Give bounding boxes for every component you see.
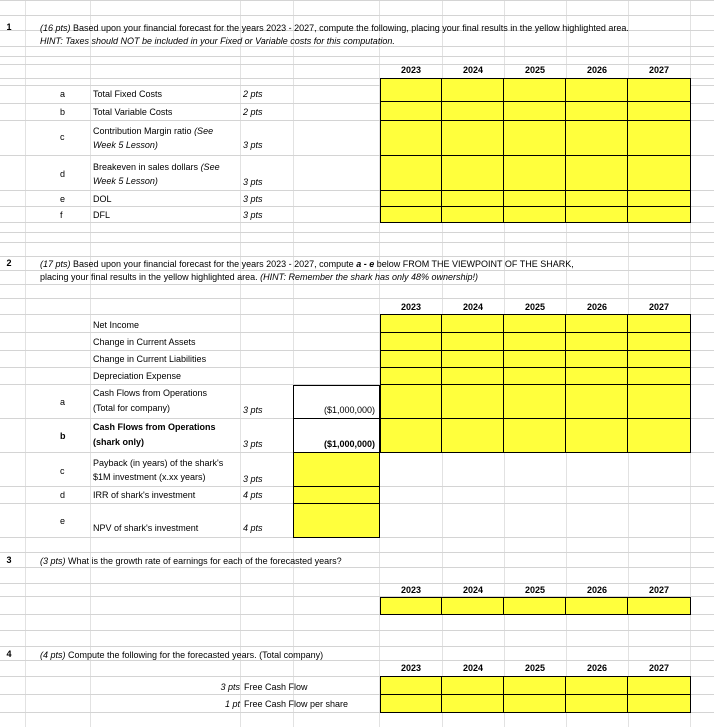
row-letter: e [60,516,66,526]
answer-cell[interactable] [565,384,629,419]
row-label: Total Fixed Costs [93,89,163,99]
row-points: 2 pts [243,89,263,99]
question-prompt: (4 pts) Compute the following for the forecasted years. (Total company) [40,650,324,660]
row-label: Contribution Margin ratio (See [93,126,214,136]
year-header: 2026 [586,585,608,595]
question-number: 1 [6,22,12,32]
row-label: Free Cash Flow [244,682,308,692]
answer-cell[interactable] [380,206,443,223]
answer-cell[interactable] [380,332,443,351]
year-header: 2026 [586,663,608,673]
question-number: 4 [6,649,12,659]
row-letter: c [60,466,65,476]
answer-cell[interactable] [627,694,691,713]
row-points: 3 pts [243,439,263,449]
year-header: 2025 [524,663,546,673]
row-label-line2: Week 5 Lesson) [93,176,158,186]
answer-cell[interactable] [627,155,691,191]
row-points: 3 pts [243,405,263,415]
year-header: 2025 [524,585,546,595]
year-header: 2024 [462,663,484,673]
answer-cell[interactable] [380,418,443,453]
answer-cell[interactable] [380,694,443,713]
item-label: Net Income [93,320,140,330]
row-letter: c [60,132,65,142]
year-header: 2026 [586,302,608,312]
year-header: 2027 [648,302,670,312]
answer-cell[interactable] [380,101,443,121]
answer-cell[interactable] [441,155,505,191]
year-header: 2024 [462,585,484,595]
item-label: Change in Current Liabilities [93,354,207,364]
year-header: 2023 [400,663,422,673]
answer-cell[interactable] [627,332,691,351]
investment-cell: ($1,000,000) [293,418,380,453]
row-letter: f [60,210,63,220]
answer-cell[interactable] [565,206,629,223]
row-letter: b [60,107,66,117]
answer-cell[interactable] [565,190,629,207]
question-hint: HINT: Taxes should NOT be included in your Fixed or Variable costs for this computation. [40,36,395,46]
answer-cell-npv[interactable] [293,503,380,538]
row-label: Cash Flows from Operations [93,388,208,398]
answer-cell[interactable] [441,694,505,713]
answer-cell[interactable] [503,676,567,695]
answer-cell[interactable] [627,384,691,419]
answer-cell[interactable] [380,384,443,419]
answer-cell[interactable] [503,190,567,207]
answer-cell[interactable] [441,597,505,615]
answer-cell[interactable] [503,314,567,333]
answer-cell[interactable] [503,597,567,615]
row-letter: a [60,89,66,99]
answer-cell[interactable] [441,676,505,695]
answer-cell[interactable] [627,597,691,615]
question-prompt: (16 pts) Based upon your financial forecast for the years 2023 - 2027, compute the following, placing your final results in the yellow highlighted area. [40,23,629,33]
row-points: 4 pts [243,490,263,500]
question-prompt: (17 pts) Based upon your financial forecast for the years 2023 - 2027, compute a - e below FROM THE VIEWPOINT OF THE SHARK, [40,259,574,269]
question-number: 3 [6,555,12,565]
answer-cell[interactable] [627,367,691,385]
answer-cell[interactable] [441,206,505,223]
year-header: 2027 [648,65,670,75]
answer-cell-payback[interactable] [293,452,380,487]
answer-cell[interactable] [565,155,629,191]
answer-cell[interactable] [565,418,629,453]
answer-cell[interactable] [380,367,443,385]
answer-cell[interactable] [380,676,443,695]
answer-cell[interactable] [627,418,691,453]
answer-cell[interactable] [380,597,443,615]
answer-cell[interactable] [380,350,443,368]
row-points: 3 pts [243,177,263,187]
answer-cell[interactable] [565,350,629,368]
answer-cell[interactable] [565,120,629,156]
answer-cell[interactable] [503,384,567,419]
row-label: Total Variable Costs [93,107,173,117]
answer-cell[interactable] [503,120,567,156]
year-header: 2026 [586,65,608,75]
investment-cell: ($1,000,000) [293,385,380,419]
answer-cell[interactable] [503,101,567,121]
answer-cell[interactable] [627,190,691,207]
answer-cell[interactable] [627,676,691,695]
answer-cell[interactable] [380,314,443,333]
answer-cell[interactable] [565,314,629,333]
row-points: 2 pts [243,107,263,117]
year-header: 2023 [400,302,422,312]
row-label: Breakeven in sales dollars (See [93,162,220,172]
year-header: 2023 [400,65,422,75]
answer-cell[interactable] [441,384,505,419]
item-label: Depreciation Expense [93,371,182,381]
answer-cell[interactable] [380,155,443,191]
answer-cell[interactable] [565,332,629,351]
year-header: 2024 [462,65,484,75]
answer-cell[interactable] [627,314,691,333]
year-header: 2023 [400,585,422,595]
row-label-line2: (Total for company) [93,403,171,413]
answer-cell[interactable] [503,206,567,223]
answer-cell[interactable] [565,101,629,121]
row-label: DOL [93,194,112,204]
answer-cell[interactable] [627,78,691,102]
answer-cell-irr[interactable] [293,486,380,504]
answer-cell[interactable] [503,332,567,351]
item-label: Change in Current Assets [93,337,196,347]
row-label-line2: (shark only) [93,437,145,447]
answer-cell[interactable] [627,350,691,368]
answer-cell[interactable] [441,350,505,368]
answer-cell[interactable] [441,101,505,121]
answer-cell[interactable] [503,350,567,368]
row-label-line2: $1M investment (x.xx years) [93,472,206,482]
answer-cell[interactable] [441,418,505,453]
answer-cell[interactable] [565,597,629,615]
answer-cell[interactable] [565,78,629,102]
answer-cell[interactable] [441,314,505,333]
row-label: Payback (in years) of the shark's [93,458,224,468]
row-points: 3 pts [243,140,263,150]
year-header: 2024 [462,302,484,312]
answer-cell[interactable] [441,78,505,102]
question-prompt-line2: placing your final results in the yellow highlighted area. (HINT: Remember the shark has only 48% ownership!) [40,272,479,282]
row-label: DFL [93,210,111,220]
year-header: 2027 [648,585,670,595]
year-header: 2025 [524,65,546,75]
answer-cell[interactable] [503,367,567,385]
answer-cell[interactable] [503,78,567,102]
row-points: 3 pts [243,210,263,220]
row-label: NPV of shark's investment [93,523,199,533]
answer-cell[interactable] [565,694,629,713]
year-header: 2025 [524,302,546,312]
answer-cell[interactable] [441,367,505,385]
question-prompt: (3 pts) What is the growth rate of earnings for each of the forecasted years? [40,556,342,566]
row-points: 4 pts [243,523,263,533]
row-points: 3 pts [220,682,240,692]
row-letter: a [60,397,66,407]
answer-cell[interactable] [441,120,505,156]
row-label-line2: Week 5 Lesson) [93,140,158,150]
answer-cell[interactable] [441,190,505,207]
answer-cell[interactable] [503,155,567,191]
row-label: IRR of shark's investment [93,490,196,500]
answer-cell[interactable] [380,120,443,156]
row-letter: d [60,169,66,179]
answer-cell[interactable] [503,418,567,453]
row-letter: b [60,431,66,441]
answer-cell[interactable] [503,694,567,713]
answer-cell[interactable] [565,367,629,385]
year-header: 2027 [648,663,670,673]
answer-cell[interactable] [380,190,443,207]
row-label: Cash Flows from Operations [93,422,216,432]
row-points: 1 pt [224,699,240,709]
row-points: 3 pts [243,474,263,484]
answer-cell[interactable] [565,676,629,695]
answer-cell[interactable] [441,332,505,351]
question-number: 2 [6,258,12,268]
answer-cell[interactable] [627,120,691,156]
answer-cell[interactable] [380,78,443,102]
answer-cell[interactable] [627,101,691,121]
row-points: 3 pts [243,194,263,204]
answer-cell[interactable] [627,206,691,223]
row-letter: e [60,194,66,204]
row-label: Free Cash Flow per share [244,699,349,709]
row-letter: d [60,490,66,500]
